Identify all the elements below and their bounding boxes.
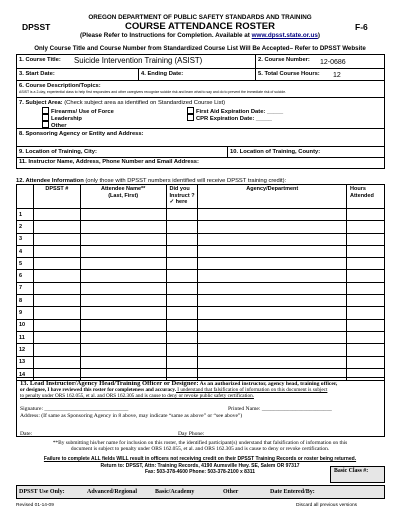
row-number: 9 [17, 307, 34, 319]
row-number: 12 [17, 344, 34, 356]
attendee-cell[interactable] [198, 282, 347, 294]
dpsst-use-only-label: DPSST Use Only: [19, 489, 65, 495]
attendee-cell[interactable] [347, 344, 385, 356]
attendee-cell[interactable] [33, 270, 80, 282]
revised-date: Revised 01-14-09 [16, 503, 54, 508]
row-number: 11 [17, 331, 34, 343]
attendee-row [17, 245, 385, 257]
attendee-cell[interactable] [166, 331, 198, 343]
attendee-cell[interactable] [347, 282, 385, 294]
attendee-row [17, 233, 385, 245]
attendee-cell[interactable] [166, 245, 198, 257]
col-hours-attended: Hours Attended [347, 185, 385, 209]
attendee-cell[interactable] [347, 270, 385, 282]
leadership-option[interactable]: Leadership [42, 114, 82, 122]
first-aid-option[interactable]: First Aid Expiration Date: _____ [187, 107, 283, 115]
attendee-cell[interactable] [198, 356, 347, 368]
attendee-cell[interactable] [33, 295, 80, 307]
signature-field[interactable]: Signature: ______________________________ [20, 406, 129, 412]
form-number: F-6 [355, 22, 368, 32]
attendee-cell[interactable] [166, 258, 198, 270]
instructor-label: 11. Instructor Name, Address, Phone Number and Email Address: [19, 159, 199, 165]
attendee-table [16, 184, 385, 381]
instructions-link[interactable]: www.dpsst.state.or.us [251, 32, 318, 39]
attendee-cell[interactable] [166, 282, 198, 294]
row-number: 14 [17, 368, 34, 380]
attendee-cell[interactable] [33, 307, 80, 319]
basic-class-label: Basic Class #: [334, 468, 369, 474]
description-value[interactable]: ASIST is a 2-day, experiential class to help first responders and other caregivers recognize suicide risk and learn what to say and do to prevent the immediate risk of suicide. [19, 90, 287, 94]
checkbox[interactable] [42, 114, 49, 121]
attendee-cell[interactable] [166, 319, 198, 331]
attendee-row [17, 221, 385, 233]
attendee-cell[interactable] [33, 245, 80, 257]
attendee-cell[interactable] [33, 344, 80, 356]
subject-area-line: 7. Subject Area: (Check subject area as identified on Standardized Course List) [19, 100, 226, 106]
attendee-cell[interactable] [347, 295, 385, 307]
date-entered-label: Date Entered/By: [270, 489, 315, 495]
attendee-cell[interactable] [347, 245, 385, 257]
attendee-header-row [17, 185, 385, 209]
agency-name: OREGON DEPARTMENT OF PUBLIC SAFETY STANDARDS AND TRAINING [88, 14, 312, 21]
attendee-cell[interactable] [198, 319, 347, 331]
attendee-cell[interactable] [166, 295, 198, 307]
attendee-cell[interactable] [347, 319, 385, 331]
total-hours-value[interactable]: 12 [333, 72, 341, 79]
attendee-row [17, 344, 385, 356]
attendee-cell[interactable] [198, 295, 347, 307]
col-agency-department: Agency/Department [198, 185, 347, 209]
attendee-cell[interactable] [198, 221, 347, 233]
attendee-cell[interactable] [347, 221, 385, 233]
attendee-row [17, 356, 385, 368]
location-county-label: 10. Location of Training, County: [230, 149, 321, 155]
attendee-cell[interactable] [80, 356, 166, 368]
attendee-cell[interactable] [33, 282, 80, 294]
attendee-cell[interactable] [198, 245, 347, 257]
dpsst-code: DPSST [22, 22, 51, 32]
attendee-row [17, 295, 385, 307]
return-address: Return to: DPSST, Attn: Training Records, 4190 Aumsville Hwy. SE, Salem OR 97317 [100, 463, 300, 469]
attendee-cell[interactable] [166, 344, 198, 356]
printed-name-field[interactable]: Printed Name: _________________________ [228, 406, 332, 412]
instructions-line: (Please Refer to Instructions for Completion. Available at www.dpsst.state.or.us) [79, 32, 321, 39]
attendee-row [17, 270, 385, 282]
attendee-cell[interactable] [80, 282, 166, 294]
sponsoring-agency-label: 8. Sponsoring Agency or Entity and Address: [19, 131, 144, 137]
course-title-value[interactable]: Suicide Intervention Training (ASIST) [74, 56, 203, 65]
attendee-cell[interactable] [80, 331, 166, 343]
total-hours-label: 5. Total Course Hours: [258, 71, 320, 77]
attendee-cell[interactable] [166, 270, 198, 282]
row-number: 13 [17, 356, 34, 368]
attendee-cell[interactable] [33, 221, 80, 233]
other-option[interactable]: Other [42, 121, 66, 129]
address-field[interactable]: Address: (If same as Sponsoring Agency in 8 above, may indicate “same as above” or “see above”) [20, 413, 243, 419]
attendee-cell[interactable] [166, 356, 198, 368]
attendee-cell[interactable] [198, 209, 347, 221]
attendee-cell[interactable] [166, 233, 198, 245]
row-number: 5 [17, 258, 34, 270]
day-phone-field[interactable]: Day Phone: [178, 431, 205, 437]
certification-line-2: or designee, I have reviewed this roster for completeness and accuracy. I understand that falsification of information on this document is subject [20, 387, 328, 393]
col-attendee-name: Attendee Name** (Last, First) [80, 185, 166, 209]
checkbox[interactable] [187, 107, 194, 114]
attendee-row [17, 282, 385, 294]
attendee-cell[interactable] [198, 270, 347, 282]
row-number: 6 [17, 270, 34, 282]
start-date-label: 3. Start Date: [19, 71, 55, 77]
attendee-cell[interactable] [80, 245, 166, 257]
row-number: 7 [17, 282, 34, 294]
attendee-cell[interactable] [347, 209, 385, 221]
attendee-row [17, 331, 385, 343]
col-did-you-instruct: Did you Instruct ? ✓ here [166, 185, 198, 209]
attendee-cell[interactable] [80, 344, 166, 356]
attendee-cell[interactable] [33, 233, 80, 245]
attendee-cell[interactable] [80, 233, 166, 245]
attendee-cell[interactable] [80, 295, 166, 307]
ending-date-label: 4. Ending Date: [141, 71, 184, 77]
certification-line-1: 13. Lead Instructor/Agency Head/Training Officer or Designee: As an authorized instructor, agency head, training officer, [20, 380, 338, 387]
form-title: COURSE ATTENDANCE ROSTER [125, 21, 275, 32]
attendee-cell[interactable] [33, 356, 80, 368]
row-number: 1 [17, 209, 34, 221]
attendee-cell[interactable] [198, 344, 347, 356]
attendee-cell[interactable] [80, 319, 166, 331]
discard-notice: Discard all previous versions [296, 503, 358, 508]
attendee-row [17, 319, 385, 331]
accepted-notice: Only Course Title and Course Number from Standardized Course List Will Be Accepted– Refer to DPSST Website [34, 45, 366, 52]
fax-phone: Fax: 503-378-4600 Phone: 503-378-2100 x 8311 [144, 469, 256, 475]
basic-academy-option[interactable]: Basic/Academy [155, 489, 195, 495]
attendee-cell[interactable] [80, 258, 166, 270]
attendee-cell[interactable] [347, 233, 385, 245]
certification-line-3: to penalty under ORS 162.055, et al. and ORS 162.305 and is cause to deny or revoke public safety certification. [20, 393, 254, 399]
attendee-row [17, 209, 385, 221]
attendee-cell[interactable] [80, 307, 166, 319]
firearms-option[interactable]: Firearms/ Use of Force [42, 107, 114, 115]
course-number-value[interactable]: 12-0686 [320, 59, 346, 66]
attendee-cell[interactable] [80, 270, 166, 282]
location-city-label: 9. Location of Training, City: [19, 149, 97, 155]
col-dpsst-number: DPSST # [33, 185, 80, 209]
description-label: 6. Course Description/Topics: [19, 83, 101, 89]
attendee-cell[interactable] [166, 307, 198, 319]
attendee-row [17, 307, 385, 319]
attendee-cell[interactable] [198, 307, 347, 319]
attendee-cell[interactable] [166, 221, 198, 233]
attendee-cell[interactable] [33, 319, 80, 331]
row-number: 2 [17, 221, 34, 233]
row-number: 4 [17, 245, 34, 257]
course-title-label: 1. Course Title: [19, 57, 61, 63]
row-number: 3 [17, 233, 34, 245]
attendee-cell[interactable] [80, 221, 166, 233]
footnote-line-1: **By submitting his/her name for inclusion on this roster, the identified participant(s) understand that falsification of information on this [52, 440, 348, 446]
checkbox[interactable] [187, 114, 194, 121]
cpr-option[interactable]: CPR Expiration Date: _____ [187, 114, 272, 122]
attendee-cell[interactable] [33, 209, 80, 221]
attendee-cell[interactable] [33, 331, 80, 343]
attendee-cell[interactable] [166, 209, 198, 221]
attendee-cell[interactable] [347, 307, 385, 319]
attendee-cell[interactable] [33, 258, 80, 270]
attendee-cell[interactable] [347, 356, 385, 368]
checkbox[interactable] [42, 121, 49, 128]
attendee-cell[interactable] [198, 258, 347, 270]
attendee-cell[interactable] [347, 258, 385, 270]
other-option-footer[interactable]: Other [223, 489, 239, 495]
course-number-label: 2. Course Number: [258, 57, 310, 63]
row-number: 8 [17, 295, 34, 307]
dpsst-use-only-bar [16, 485, 385, 499]
checkbox[interactable] [42, 107, 49, 114]
advanced-regional-option[interactable]: Advanced/Regional [87, 489, 138, 495]
attendee-cell[interactable] [80, 209, 166, 221]
failure-warning: Failure to complete ALL fields WILL result in officers not receiving credit on their DPSST Training Records or roster being returned. [43, 456, 357, 462]
attendee-section-label: 12. Attendee Information (only those with DPSST numbers identified will receive DPSST training credit): [16, 178, 287, 184]
footnote-line-2: document is subject to penalty under ORS 162.055, et al. and ORS 162.305 and is cause to deny or revoke certification. [70, 446, 330, 452]
attendee-cell[interactable] [198, 331, 347, 343]
attendee-row [17, 258, 385, 270]
attendee-cell[interactable] [347, 331, 385, 343]
date-field[interactable]: Date: [20, 431, 33, 437]
attendee-rows [17, 209, 385, 381]
row-number: 10 [17, 319, 34, 331]
attendee-cell[interactable] [198, 233, 347, 245]
